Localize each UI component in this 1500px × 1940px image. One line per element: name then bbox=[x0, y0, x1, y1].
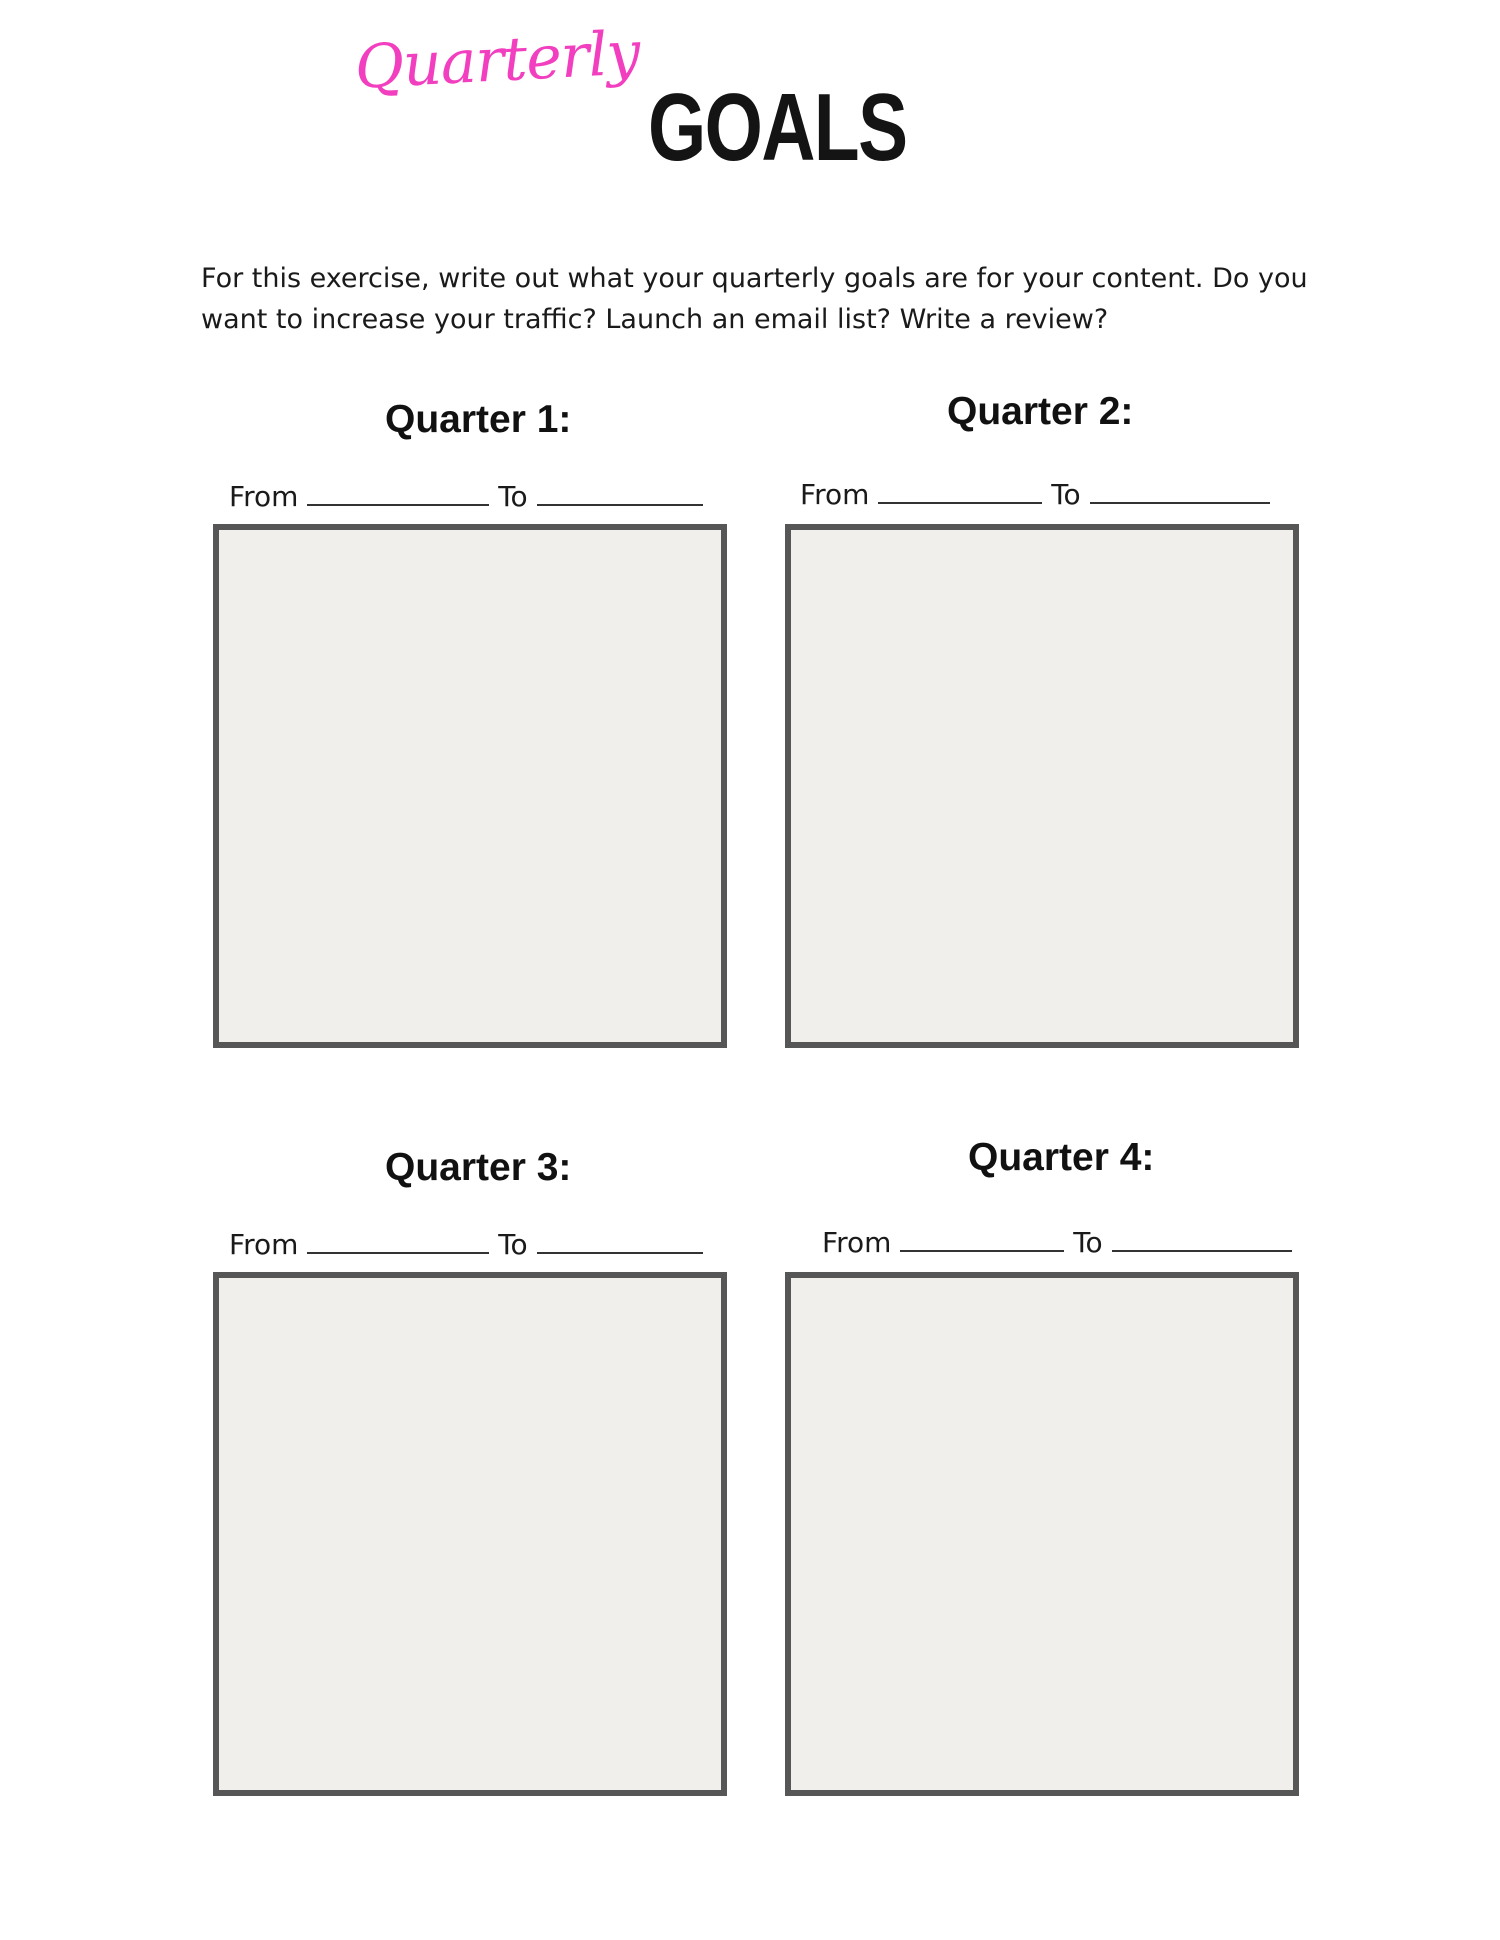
quarter-1-to-blank[interactable] bbox=[537, 482, 703, 506]
quarterly-script-title: Quarterly bbox=[353, 18, 642, 103]
quarter-2-from-label: From bbox=[800, 478, 870, 511]
quarter-4-to-label: To bbox=[1073, 1226, 1103, 1259]
quarter-3-to-blank[interactable] bbox=[537, 1230, 703, 1254]
quarter-3-from-blank[interactable] bbox=[307, 1230, 489, 1254]
quarter-1-title: Quarter 1: bbox=[385, 398, 572, 441]
quarter-1-date-range bbox=[229, 482, 703, 511]
quarter-3-goal-box[interactable] bbox=[213, 1272, 727, 1796]
quarter-2-title: Quarter 2: bbox=[947, 390, 1134, 433]
quarter-3-date-range bbox=[229, 1230, 703, 1259]
quarter-4-goal-box[interactable] bbox=[785, 1272, 1299, 1796]
quarter-4-from-blank[interactable] bbox=[900, 1228, 1064, 1252]
quarter-2-goal-box[interactable] bbox=[785, 524, 1299, 1048]
intro-paragraph: For this exercise, write out what your quarterly goals are for your content. Do you want to increase your traffic? Launch an email list? Write a review? bbox=[201, 263, 1308, 335]
quarter-3-title: Quarter 3: bbox=[385, 1146, 572, 1189]
quarter-1-from-label: From bbox=[229, 480, 299, 513]
goals-title: GOALS bbox=[648, 74, 907, 181]
quarter-1-from-blank[interactable] bbox=[307, 482, 489, 506]
quarter-4-date-range bbox=[822, 1228, 1292, 1257]
quarter-1-to-label: To bbox=[498, 480, 528, 513]
quarter-3-to-label: To bbox=[498, 1228, 528, 1261]
quarter-1-goal-box[interactable] bbox=[213, 524, 727, 1048]
quarter-4-from-label: From bbox=[822, 1226, 892, 1259]
quarter-4-title: Quarter 4: bbox=[968, 1136, 1155, 1179]
quarter-2-from-blank[interactable] bbox=[878, 480, 1042, 504]
quarter-2-to-label: To bbox=[1051, 478, 1081, 511]
quarter-2-date-range bbox=[800, 480, 1270, 509]
quarter-2-to-blank[interactable] bbox=[1090, 480, 1270, 504]
quarter-4-to-blank[interactable] bbox=[1112, 1228, 1292, 1252]
quarter-3-from-label: From bbox=[229, 1228, 299, 1261]
